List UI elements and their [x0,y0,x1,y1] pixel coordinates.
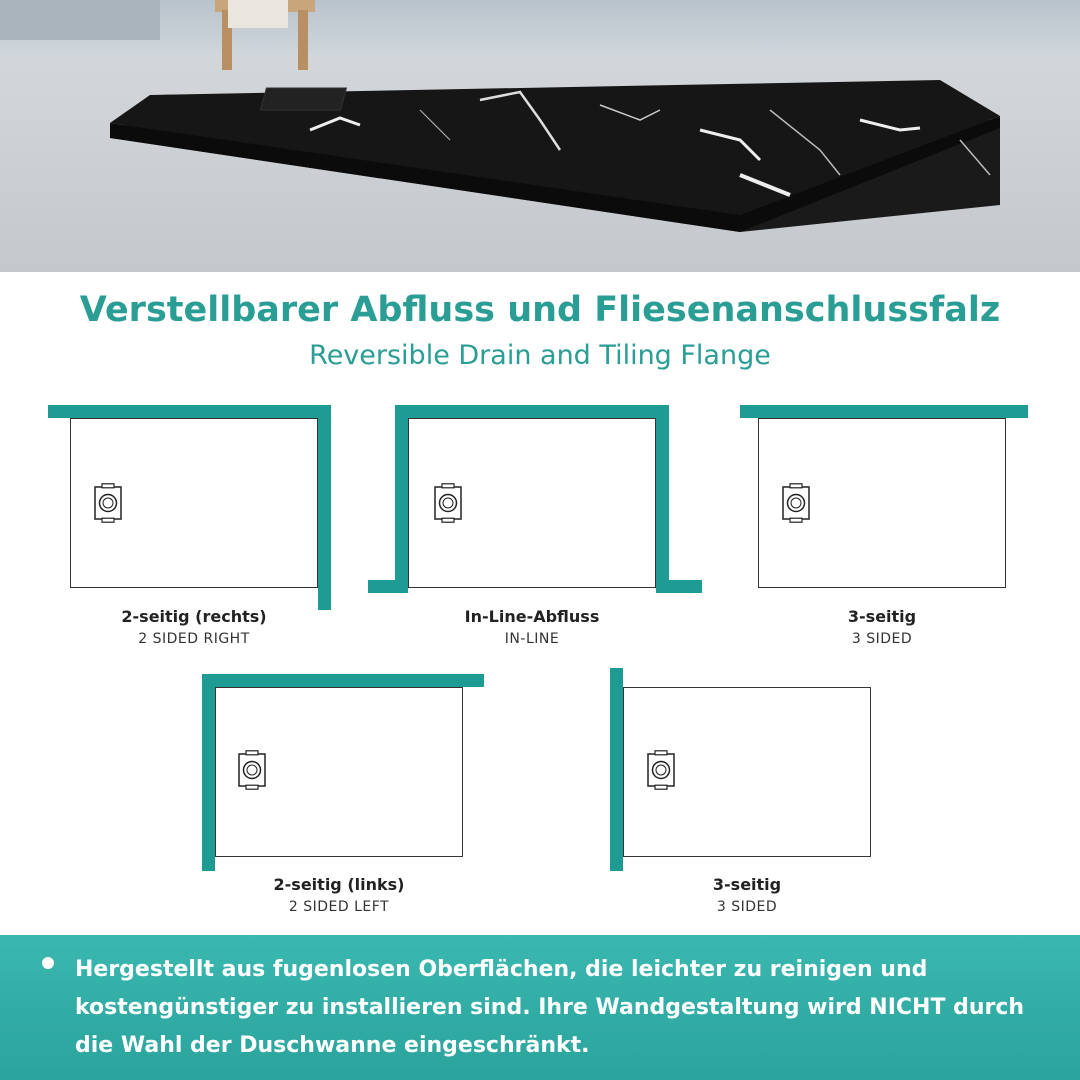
option-label-en: 3 SIDED [716,899,778,915]
option-label-en: 2 SIDED RIGHT [138,631,250,647]
option-label-de: 2-seitig (links) [273,875,405,894]
flange-foot-left [368,580,408,593]
option-label-en: 2 SIDED LEFT [288,899,390,915]
flange-top [48,405,331,418]
drain-icon [434,483,462,523]
option-label-de: 3-seitig [847,607,917,626]
option-label-en: IN-LINE [504,631,560,647]
flange-left [610,668,623,871]
flange-foot-right [656,580,702,593]
flange-top [395,405,669,418]
option-label-de: 3-seitig [712,875,782,894]
drain-icon [238,750,266,790]
flange-right [318,405,331,610]
flange-top [740,405,1028,418]
flange-top [202,674,484,687]
option-label-en: 3 SIDED [851,631,913,647]
flange-left [395,405,408,593]
option-label-de: In-Line-Abfluss [464,607,600,626]
feature-banner [0,935,1080,1080]
product-photo [0,0,1080,272]
page-subtitle: Reversible Drain and Tiling Flange [309,340,771,371]
feature-text: Hergestellt aus fugenlosen Oberflächen, die leichter zu reinigen und kostengünstiger zu installieren sind. Ihre Wandgestaltung wird NICHT durch die Wahl der Duschwanne eingeschränkt. [75,957,1025,1058]
flange-left [202,674,215,871]
flange-right [656,405,669,593]
bullet-icon [42,957,54,969]
page-title: Verstellbarer Abfluss und Fliesenanschlussfalz [79,290,1001,330]
drain-icon [782,483,810,523]
drain-icon [647,750,675,790]
drain-icon [94,483,122,523]
option-label-de: 2-seitig (rechts) [121,607,267,626]
